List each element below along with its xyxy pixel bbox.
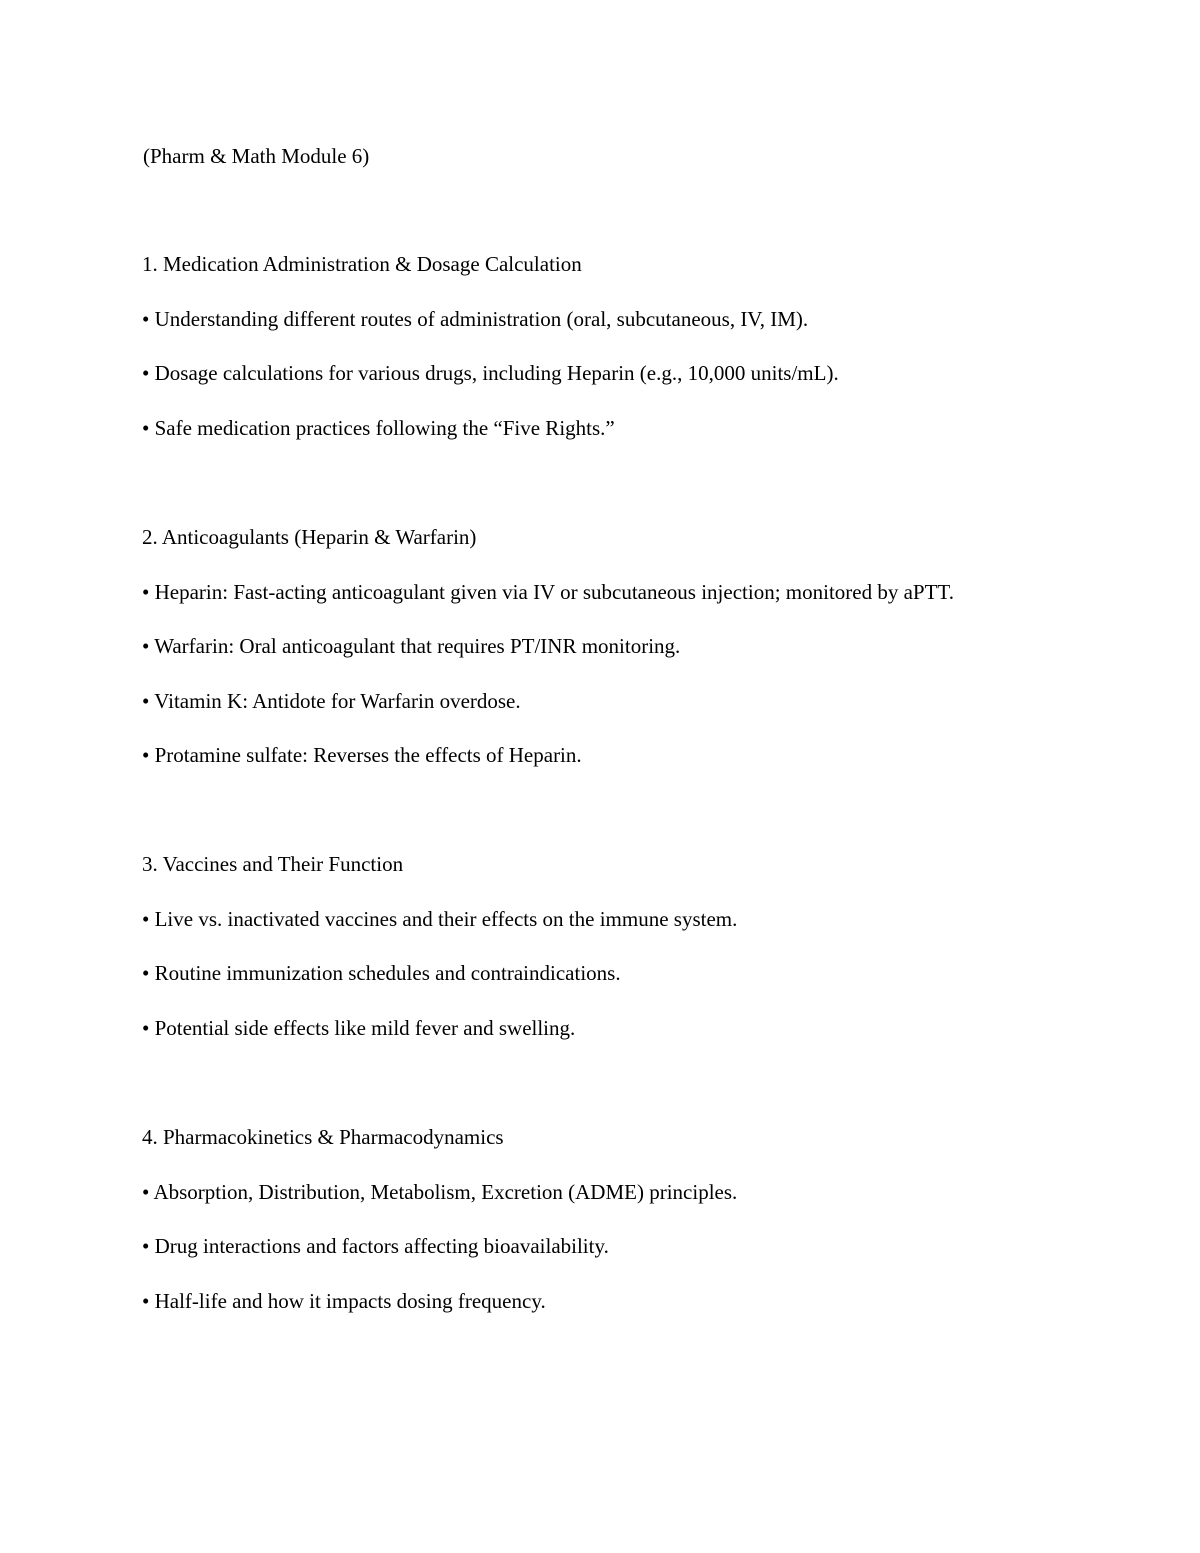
- bullet-item: • Routine immunization schedules and contraindications.: [142, 961, 621, 985]
- section-heading: 4. Pharmacokinetics & Pharmacodynamics: [142, 1125, 504, 1149]
- bullet-item: • Live vs. inactivated vaccines and their effects on the immune system.: [142, 907, 738, 931]
- bullet-item: • Potential side effects like mild fever and swelling.: [142, 1016, 576, 1040]
- bullet-item: • Absorption, Distribution, Metabolism, Excretion (ADME) principles.: [142, 1180, 738, 1204]
- section-heading: 2. Anticoagulants (Heparin & Warfarin): [142, 525, 477, 549]
- bullet-item: • Dosage calculations for various drugs, including Heparin (e.g., 10,000 units/mL).: [142, 361, 839, 385]
- bullet-item: • Vitamin K: Antidote for Warfarin overdose.: [142, 689, 521, 713]
- bullet-item: • Understanding different routes of administration (oral, subcutaneous, IV, IM).: [142, 307, 809, 331]
- document-title: (Pharm & Math Module 6): [143, 144, 370, 168]
- bullet-item: • Safe medication practices following the “Five Rights.”: [142, 416, 615, 440]
- bullet-item: • Half-life and how it impacts dosing frequency.: [142, 1289, 546, 1313]
- bullet-item: • Warfarin: Oral anticoagulant that requires PT/INR monitoring.: [142, 634, 681, 658]
- section-heading: 3. Vaccines and Their Function: [142, 852, 404, 876]
- section-heading: 1. Medication Administration & Dosage Calculation: [142, 252, 582, 276]
- bullet-item: • Protamine sulfate: Reverses the effects of Heparin.: [142, 743, 582, 767]
- bullet-item: • Heparin: Fast-acting anticoagulant given via IV or subcutaneous injection; monitored by aPTT.: [142, 580, 954, 604]
- bullet-item: • Drug interactions and factors affecting bioavailability.: [142, 1234, 609, 1258]
